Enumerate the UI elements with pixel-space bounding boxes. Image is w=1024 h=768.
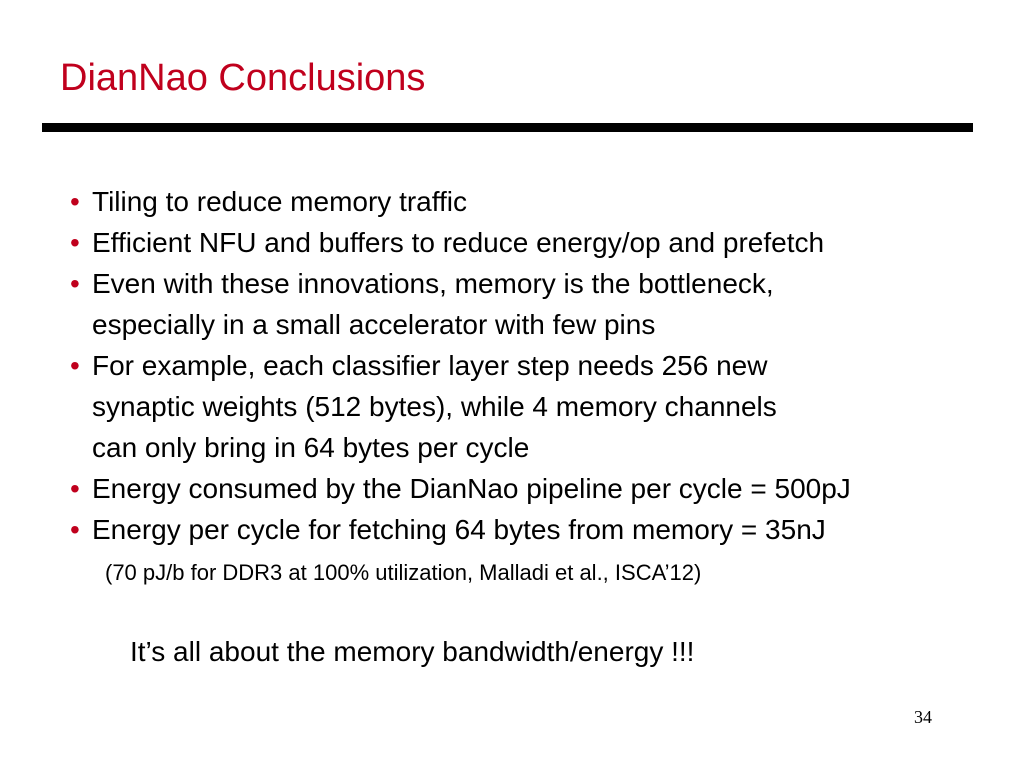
bullet-dot-icon: • (70, 186, 80, 217)
bullet-text: For example, each classifier layer step needs 256 new (92, 350, 768, 381)
bullet-continuation (70, 386, 970, 427)
bullet-continuation (70, 427, 970, 468)
bullet-text: Even with these innovations, memory is the bottleneck, (92, 268, 774, 299)
page-number: 34 (914, 707, 932, 727)
citation-note: (70 pJ/b for DDR3 at 100% utilization, Malladi et al., ISCA’12) (105, 560, 702, 585)
bullet-text: synaptic weights (512 bytes), while 4 memory channels (92, 391, 777, 422)
bullet-dot-icon: • (70, 227, 80, 258)
bullet-item (70, 263, 970, 304)
bullet-dot-icon: • (70, 268, 80, 299)
bullet-text: Tiling to reduce memory traffic (92, 186, 468, 217)
slide-title: DianNao Conclusions (60, 57, 426, 99)
bullet-text: Efficient NFU and buffers to reduce energy/op and prefetch (92, 227, 825, 258)
bullet-text: Energy consumed by the DianNao pipeline per cycle = 500pJ (92, 473, 851, 504)
bullet-dot-icon: • (70, 350, 80, 381)
emphasis-statement: It’s all about the memory bandwidth/energy !!! (130, 636, 695, 667)
bullet-list (70, 181, 970, 550)
bullet-item (70, 468, 970, 509)
bullet-text: can only bring in 64 bytes per cycle (92, 432, 530, 463)
bullet-item (70, 345, 970, 386)
bullet-item (70, 222, 970, 263)
bullet-text: Energy per cycle for fetching 64 bytes from memory = 35nJ (92, 514, 826, 545)
bullet-dot-icon: • (70, 514, 80, 545)
bullet-continuation (70, 304, 970, 345)
title-rule (42, 123, 973, 132)
bullet-item (70, 509, 970, 550)
bullet-text: especially in a small accelerator with few pins (92, 309, 656, 340)
bullet-dot-icon: • (70, 473, 80, 504)
bullet-item (70, 181, 970, 222)
